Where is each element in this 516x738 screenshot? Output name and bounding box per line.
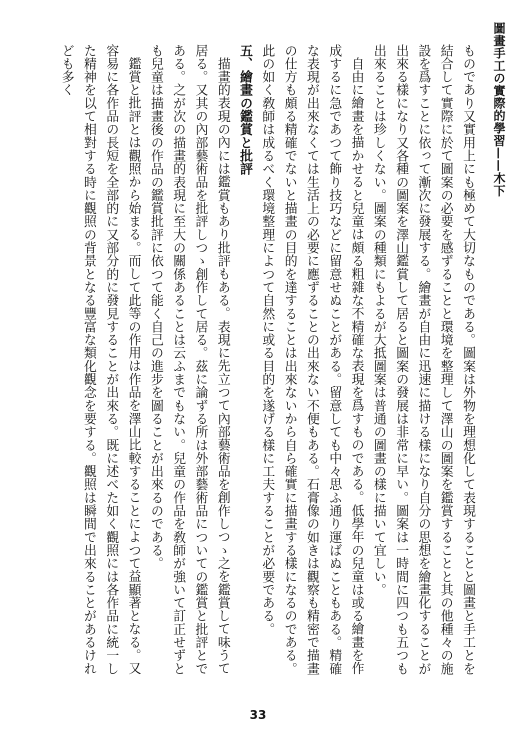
paragraph-1: ものであり又實用上にも極めて大切なものである。圖案は外物を理想化して表現することと圖畫と手工とを結合して實際に於て圖案の必要を感ずることと環境を整理して澤山の圖案を鑑賞することと其の他種々の施設を爲すことに依って漸次に發展する。繪畫が自由に迅速に描ける樣になり自分の思想を繪畫化することが出來る樣になり又各種の圖案を澤山鑑賞して居ると圖案の發展は非常に早い。圖案は一時間に四つも五つも出來ることは珍しくない。圖案の種類にもよるが大抵圖案は普通の圖畫の樣に描いて宜しい。 xyxy=(370,44,475,676)
section-heading: 五、繪畫の鑑賞と批評 xyxy=(237,44,253,176)
paragraph-2: 自由に繪畫を描かせると兒童は頗る粗雜な不精確な表現を爲すものである。低學年の兒童は或る繪畫を作成するに急であつて飾り技巧などに留意せぬことがある。留意しても中々思ふ通り運ばぬこともある。精確な表現が出來なくては生活上の必要に應ずることの出來ない不便もある。石膏像の如きは觀察も精密で描畫の仕方も頗る精確でないと描畫の目的を達することは出來ないから自ら確實に描畫する樣になるのである。此の如く敎師は成るべく環境整理によつて自然に或る目的を遂げる樣に工夫することが必要である。 xyxy=(259,44,364,676)
paragraph-3: 描畫的表現の內には鑑賞もあり批評もある。表現に先立つて內部藝術品を創作しつゝ之を鑑賞して味うて居る。又其の內部藝術品を批評しつゝ創作して居る。茲に論ずる所は外部藝術品についての鑑賞と批評とである。之が次の描畫的表現に至大の關係あることは云ふまでもない。兒童の作品を敎師が強いて訂正せずとも兒童は描畫後の作品の鑑賞批評に依つて能く自己の進步を圖ることが出來るのである。 xyxy=(147,44,230,676)
running-head: 圖畫手工の實際的學習——木下 xyxy=(492,22,506,197)
page-number: 33 xyxy=(249,708,267,722)
body-text xyxy=(30,44,478,684)
paragraph-4: 鑑賞と批評とは觀照から始まる。而して此等の作用は作品を澤山比較することによつて益顯著となる。又容易に各作品の長短を全部的に又部分的に發見することが出來る。既に述べた如く觀照には各作品に統一した精神を以て相對する時に觀照の背景となる豐富な類化觀念を要する。觀照は瞬間で出來ることがあるけれども多く xyxy=(58,44,141,676)
